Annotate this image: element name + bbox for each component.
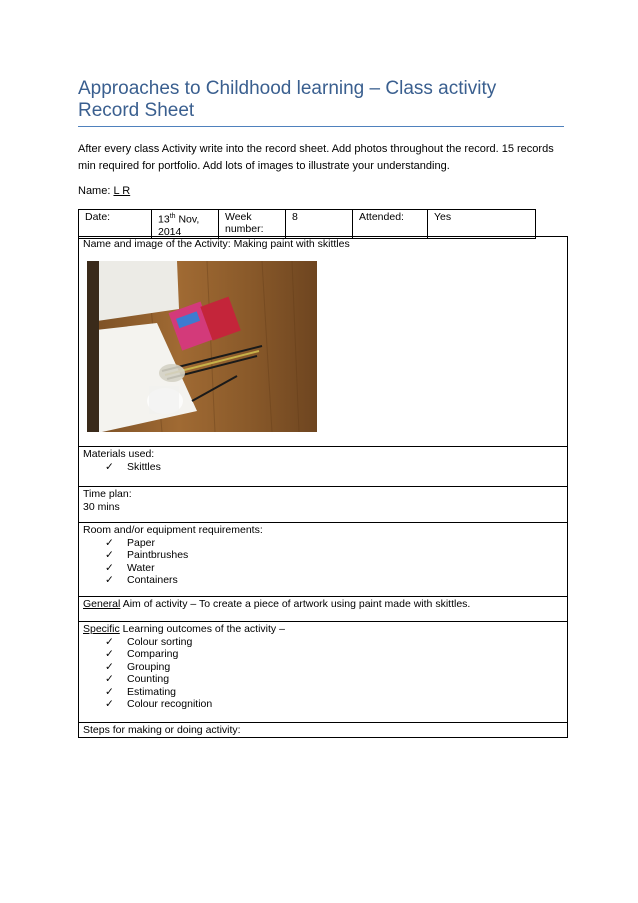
list-item-label: Grouping: [127, 660, 171, 673]
list-item-label: Counting: [127, 673, 170, 685]
list-item: [105, 698, 563, 711]
specific-prefix: Specific: [83, 623, 120, 635]
date-value: [152, 210, 219, 239]
week-label: Week number:: [219, 210, 286, 239]
attended-label: Attended:: [353, 210, 428, 239]
specific-outcomes-cell: [79, 622, 568, 723]
checkmark-icon: ✓: [105, 648, 114, 660]
week-value: 8: [286, 210, 353, 239]
list-item-label: Paintbrushes: [127, 549, 189, 561]
list-item-label: Colour recognition: [127, 698, 213, 710]
checkmark-icon: ✓: [105, 460, 114, 473]
name-label: Name:: [78, 185, 114, 197]
checkmark-icon: ✓: [105, 660, 114, 673]
checkmark-icon: ✓: [105, 536, 114, 549]
date-day: 13: [158, 213, 170, 226]
activity-name: Name and image of the Activity: Making paint with skittles: [83, 238, 350, 250]
list-item: [105, 673, 563, 686]
list-item-label: Colour sorting: [127, 635, 193, 648]
activity-photo: [87, 261, 317, 432]
list-item: [105, 648, 563, 661]
list-item-label: Water: [127, 561, 155, 574]
specific-outcomes-list: [83, 636, 563, 711]
list-item: [105, 636, 563, 649]
date-suffix: th: [169, 213, 176, 220]
room-list: [83, 537, 563, 587]
name-line: [78, 184, 130, 198]
time-plan-label: Time plan:: [83, 488, 132, 500]
specific-text: Learning outcomes of the activity –: [119, 623, 285, 635]
general-aim-cell: [79, 597, 568, 622]
list-item: [105, 549, 563, 562]
list-item-label: Paper: [127, 536, 156, 549]
checkmark-icon: ✓: [105, 561, 114, 574]
list-item-label: Estimating: [127, 685, 177, 698]
list-item-label: Comparing: [127, 648, 179, 660]
list-item: [105, 562, 563, 575]
list-item-label: Containers: [127, 574, 178, 586]
general-aim-prefix: General: [83, 598, 121, 610]
room-cell: [79, 523, 568, 597]
checkmark-icon: ✓: [105, 574, 114, 586]
list-item: [105, 686, 563, 699]
general-aim-text: Aim of activity – To create a piece of artwork using paint made with skittles.: [120, 598, 471, 610]
materials-label: Materials used:: [83, 448, 155, 460]
list-item-label: Skittles: [127, 460, 161, 473]
list-item: [105, 574, 563, 587]
checkmark-icon: ✓: [105, 673, 114, 685]
name-value: L R: [113, 185, 131, 197]
activity-cell: [79, 237, 568, 447]
time-plan-value: 30 mins: [83, 500, 120, 513]
checkmark-icon: ✓: [105, 549, 114, 561]
room-label: Room and/or equipment requirements:: [83, 524, 263, 536]
title-divider: [78, 126, 564, 127]
list-item: [105, 537, 563, 550]
info-table: [78, 209, 536, 239]
steps-label: Steps for making or doing activity:: [83, 724, 241, 736]
checkmark-icon: ✓: [105, 685, 114, 698]
skittles-photo-image: [87, 261, 317, 432]
date-label: Date:: [79, 210, 152, 239]
checkmark-icon: ✓: [105, 635, 114, 648]
list-item: [105, 461, 563, 474]
checkmark-icon: ✓: [105, 698, 114, 710]
materials-list: [83, 461, 563, 474]
materials-cell: [79, 447, 568, 487]
time-plan-cell: [79, 487, 568, 523]
attended-value: Yes: [428, 210, 536, 239]
activity-table: [78, 236, 568, 738]
list-item: [105, 661, 563, 674]
page-title: Approaches to Childhood learning – Class activity Record Sheet: [78, 78, 497, 121]
steps-cell: [79, 723, 568, 738]
instructions-text: After every class Activity write into the record sheet. Add photos throughout the record. 15 records min required for portfolio. Add lots of images to illustrate your understanding.: [78, 143, 554, 172]
date-rest: Nov, 2014: [158, 213, 200, 238]
